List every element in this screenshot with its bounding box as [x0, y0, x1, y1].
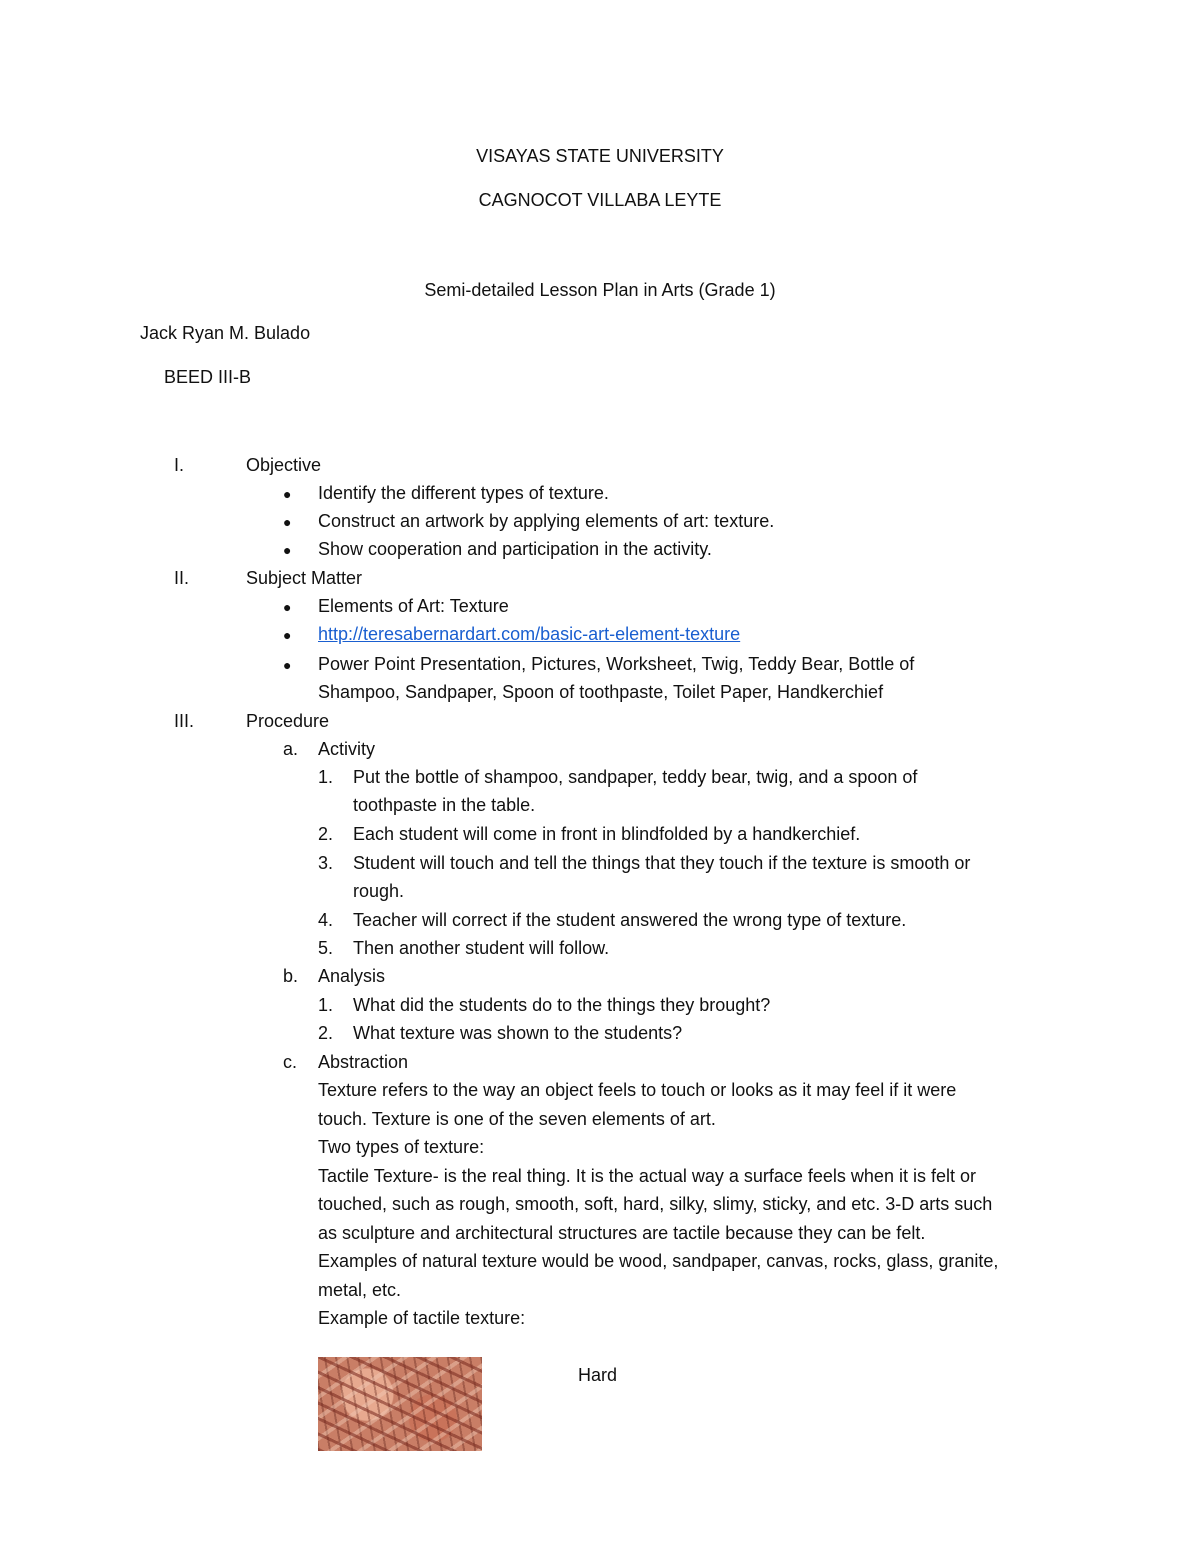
bullet-icon: ● [283, 514, 292, 530]
bullet-icon: ● [283, 486, 292, 502]
step-number: 2. [318, 824, 334, 844]
subsection-letter-abstraction: c. [283, 1052, 298, 1072]
step-number: 5. [318, 938, 334, 958]
page-title: Semi-detailed Lesson Plan in Arts (Grade 1) [424, 280, 776, 300]
activity-step: Student will touch and tell the things that they touch if the texture is smooth or [353, 853, 971, 873]
texture-example-label: Hard [578, 1365, 618, 1385]
activity-step-continued: rough. [353, 881, 405, 901]
subsection-heading-abstraction: Abstraction [318, 1052, 409, 1072]
abstraction-text: Texture refers to the way an object feels to touch or looks as it may feel if it were [318, 1080, 957, 1100]
abstraction-text: as sculpture and architectural structures are tactile because they can be felt. [318, 1223, 926, 1243]
brick-texture-image [318, 1357, 482, 1451]
step-number: 3. [318, 853, 334, 873]
section-heading-subject-matter: Subject Matter [246, 568, 363, 588]
bullet-icon: ● [283, 627, 292, 643]
author-name: Jack Ryan M. Bulado [140, 323, 311, 343]
university-name: VISAYAS STATE UNIVERSITY [476, 146, 724, 166]
subject-matter-item-continued: Shampoo, Sandpaper, Spoon of toothpaste, Toilet Paper, Handkerchief [318, 682, 884, 702]
bullet-icon: ● [283, 657, 292, 673]
section-heading-objective: Objective [246, 455, 322, 475]
abstraction-text: Tactile Texture- is the real thing. It is the actual way a surface feels when it is felt or [318, 1166, 976, 1186]
bullet-icon: ● [283, 542, 292, 558]
activity-step: Each student will come in front in blindfolded by a handkerchief. [353, 824, 861, 844]
activity-step: Teacher will correct if the student answered the wrong type of texture. [353, 910, 907, 930]
abstraction-text: touch. Texture is one of the seven elements of art. [318, 1109, 716, 1129]
section-heading-procedure: Procedure [246, 711, 330, 731]
abstraction-text: Example of tactile texture: [318, 1308, 526, 1328]
activity-step: Then another student will follow. [353, 938, 610, 958]
activity-step-continued: toothpaste in the table. [353, 795, 536, 815]
subsection-heading-activity: Activity [318, 739, 376, 759]
section-numeral-objective: I. [174, 455, 185, 475]
subsection-heading-analysis: Analysis [318, 966, 386, 986]
campus-name: CAGNOCOT VILLABA LEYTE [478, 190, 722, 210]
analysis-step: What texture was shown to the students? [353, 1023, 683, 1043]
section-numeral-procedure: III. [174, 711, 195, 731]
abstraction-text: Examples of natural texture would be wood, sandpaper, canvas, rocks, glass, granite, [318, 1251, 999, 1271]
subsection-letter-activity: a. [283, 739, 299, 759]
subsection-letter-analysis: b. [283, 966, 299, 986]
step-number: 2. [318, 1023, 334, 1043]
objective-item: Show cooperation and participation in the activity. [318, 539, 712, 559]
step-number: 1. [318, 767, 334, 787]
analysis-step: What did the students do to the things they brought? [353, 995, 771, 1015]
abstraction-text: Two types of texture: [318, 1137, 485, 1157]
step-number: 4. [318, 910, 334, 930]
objective-item: Construct an artwork by applying elements of art: texture. [318, 511, 775, 531]
abstraction-text: touched, such as rough, smooth, soft, hard, silky, slimy, sticky, and etc. 3-D arts such [318, 1194, 993, 1214]
reference-link[interactable]: http://teresabernardart.com/basic-art-element-texture [318, 624, 741, 644]
course-section: BEED III-B [164, 367, 252, 387]
section-numeral-subject-matter: II. [174, 568, 190, 588]
step-number: 1. [318, 995, 334, 1015]
objective-item: Identify the different types of texture. [318, 483, 609, 503]
activity-step: Put the bottle of shampoo, sandpaper, teddy bear, twig, and a spoon of [353, 767, 918, 787]
abstraction-text: metal, etc. [318, 1280, 402, 1300]
subject-matter-item: Elements of Art: Texture [318, 596, 509, 616]
subject-matter-item: Power Point Presentation, Pictures, Worksheet, Twig, Teddy Bear, Bottle of [318, 654, 915, 674]
bullet-icon: ● [283, 599, 292, 615]
